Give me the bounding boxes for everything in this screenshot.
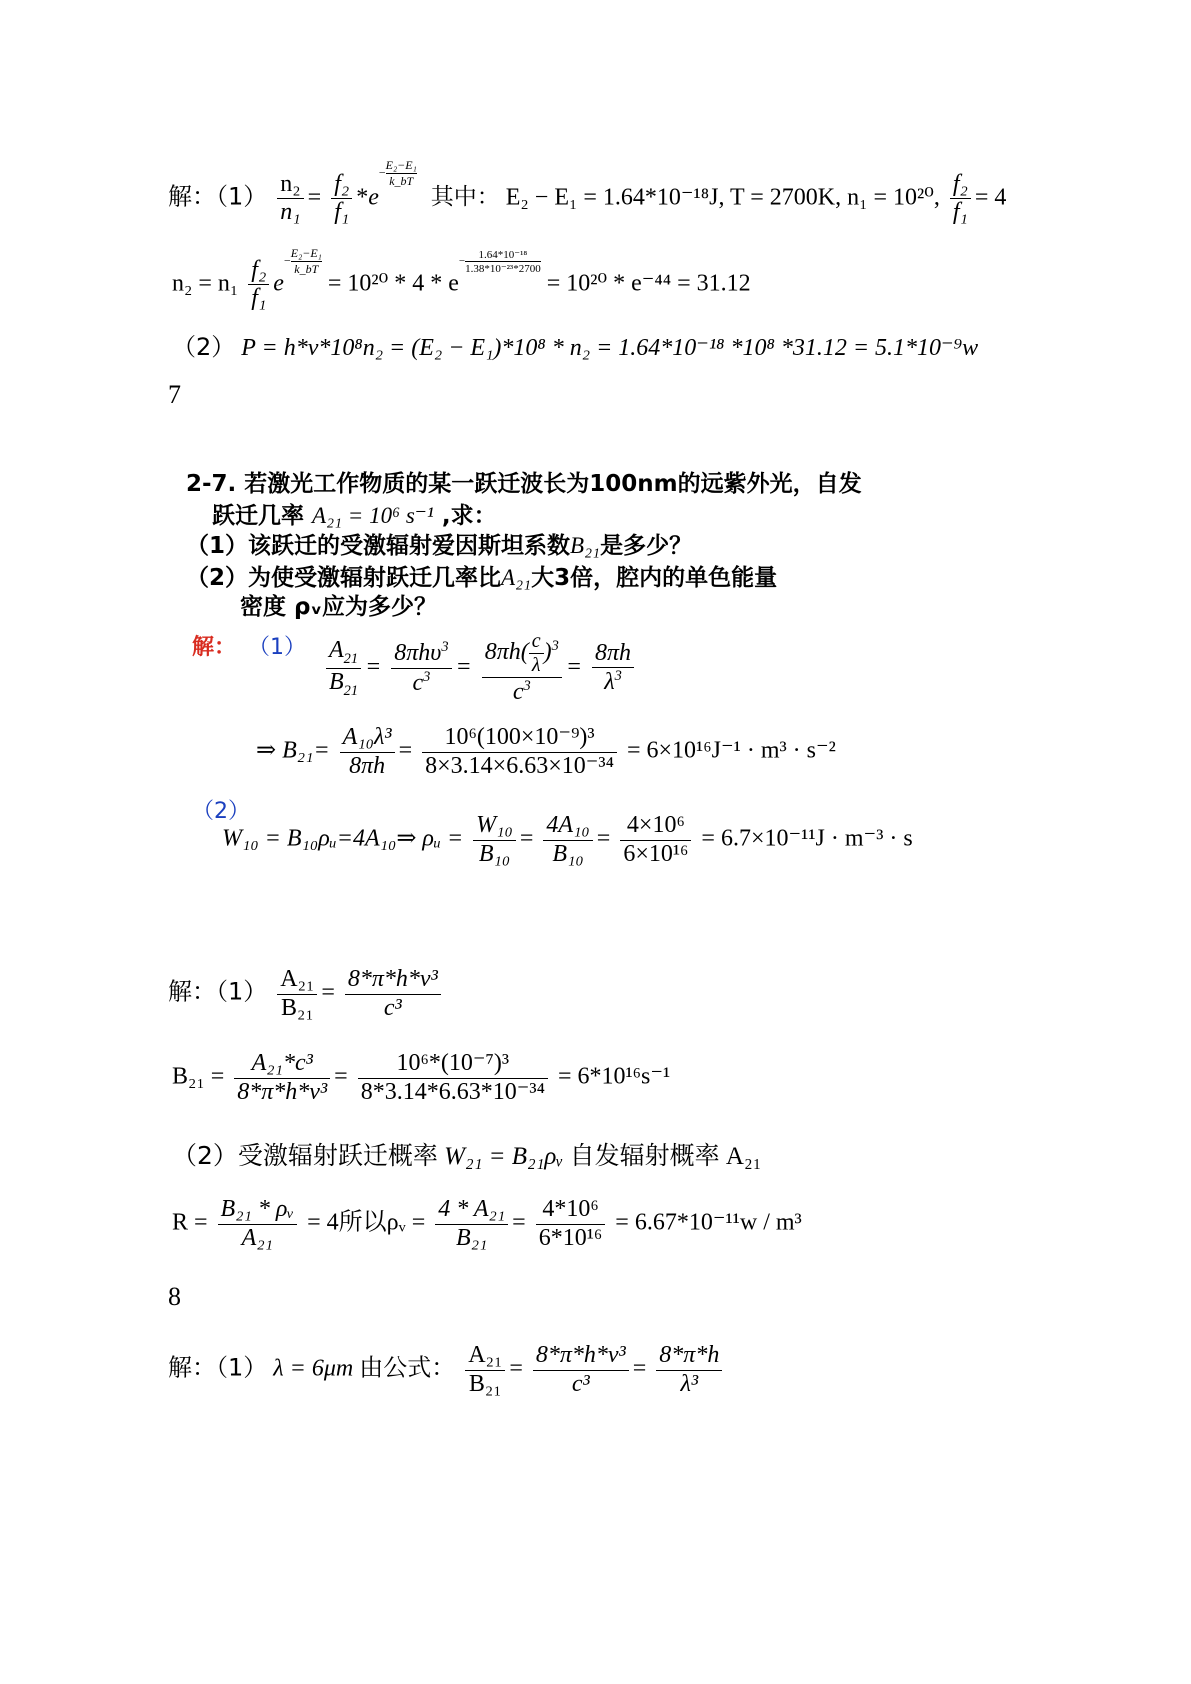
solution-1-line-1: 解：（1） $\frac{\text{n₂}}{\text{n₁}}$ = $\frac{\text{f₂}}{\text{f₁}}$ *e− $\frac{\text{E₂−E₁}}{k\_bT}$ 其中： E₂ − E₁ = 1.64*10⁻¹⁸J, T = 2700K, n₁ = 10²⁰, $\frac{\text{f₂}}{\text{f₁}}$ = 4 (168, 158, 1007, 226)
solution-3-line-2: B₂₁ = $\frac{\text{A₂₁*c³}}{\text{8*π*h*v³}}$ = $\frac{\text{10⁶*(10⁻⁷)³}}{\text{8*3.14*6.63*10⁻³⁴}}$ = 6*10¹⁶s⁻¹ (172, 1050, 671, 1105)
where-label: 其中： (430, 184, 500, 211)
solution-label-red: 解： (192, 635, 237, 660)
fraction-f2-f1-given: $\frac{\text{f₂}}{\text{f₁}}$ (950, 171, 971, 227)
solution-part2-label: （2） (192, 799, 250, 824)
solution-3-line-4: R = $\frac{\text{B₂₁ * ρᵥ}}{\text{A₂₁}}$ = 4所以ρᵥ = $\frac{\text{4 * A₂₁}}{\text{B₂₁}}$ = $\frac{\text{4*10⁶}}{\text{6*10¹⁶}}$ = 6.67*10⁻¹¹w / m³ (172, 1196, 802, 1251)
page-number: 7 (168, 380, 181, 409)
problem-line-4: （2）为使受激辐射跃迁几率比A₂₁大3倍，腔内的单色能量 (186, 565, 778, 591)
problem-line-5: 密度 ρᵥ应为多少？ (240, 594, 437, 620)
solution-2-line: （2） P = h*v*10⁸n₂ = (E₂ − E₁)*10⁸ * n₂ = 1.64*10⁻¹⁸ *10⁸ *31.12 = 5.1*10⁻⁹w (172, 333, 979, 361)
solution-1-line-2: n₂ = n₁ $\frac{\text{f₂}}{\text{f₁}}$ e− $\frac{\text{E₂−E₁}}{k\_bT}$ = 10²⁰ * 4 * e− $\frac{\text{1.64*10⁻¹⁸}}{\text{1.38*10⁻²³*2700}}$ = 10²⁰ * e⁻⁴⁴ = 31.12 (172, 246, 751, 312)
problem-line-1: 2-7. 若激光工作物质的某一跃迁波长为100nm的远紫外光，自发 (186, 471, 862, 497)
fraction-n2-n1: $\frac{\text{n₂}}{\text{n₁}}$ (277, 171, 303, 227)
exponent: − $\frac{\text{E₂−E₁}}{k\_bT}$ (378, 158, 417, 188)
given-values: E₂ − E₁ = 1.64*10⁻¹⁸J, T = 2700K, n₁ = 10²⁰, (505, 184, 940, 211)
rho-derivation: W₁₀ = B₁₀ρᵤ=4A₁₀⇒ ρᵤ = $\frac{\text{W₁₀}}{\text{B₁₀}}$ = $\frac{\text{4A₁₀}}{\text{B₁₀}}$ = $\frac{\text{4×10⁶}}{\text{6×10¹⁶}}$ = 6.7×10⁻¹¹J · m⁻³ · s (222, 812, 913, 867)
solution-label: 解：（1） (168, 182, 268, 211)
fraction-f2-f1: $\frac{\text{f₂}}{\text{f₁}}$ (331, 171, 352, 227)
problem-line-3: （1）该跃迁的受激辐射爱因斯坦系数B₂₁是多少？ (186, 533, 693, 559)
solution-3-line-3: （2）受激辐射跃迁概率 W₂₁ = B₂₁ρᵥ 自发辐射概率 A₂₁ (172, 1141, 762, 1170)
b21-derivation: ⇒ B₂₁= $\frac{\text{A₁₀λ³}}{8\pi h}$ = $\frac{\text{10⁶(100×10⁻⁹)³}}{\text{8×3.14×6.63×10⁻³⁴}}$ = 6×10¹⁶J⁻¹ · m³ · s⁻² (256, 724, 836, 779)
solution-4-line-1: 解：（1） λ = 6μm 由公式： $\frac{\text{A₂₁}}{\text{B₂₁}}$ = $\frac{\text{8*π*h*v³}}{\text{c³}}$ = $\frac{8*\pi*h}{\text{λ³}}$ (168, 1342, 726, 1398)
solution-part1-label: （1） (248, 635, 306, 660)
solution-3-line-1: 解：（1） $\frac{\text{A₂₁}}{\text{B₂₁}}$ = $\frac{\text{8*π*h*v³}}{\text{c³}}$ (168, 966, 445, 1022)
problem-line-2: 跃迁几率 A₂₁ = 10⁶ s⁻¹ ,求： (212, 503, 497, 529)
einstein-relation: $\frac{A_{21}}{B_{21}}$ = $\frac{8\pi h\upsilon^3}{c^3}$ = 8πh( $\frac{c}{\lambda}$ )$^3$ $c^3$ = $\frac{8\pi h}{\lambda^3}$ (322, 630, 638, 707)
page-number: 8 (168, 1282, 181, 1311)
